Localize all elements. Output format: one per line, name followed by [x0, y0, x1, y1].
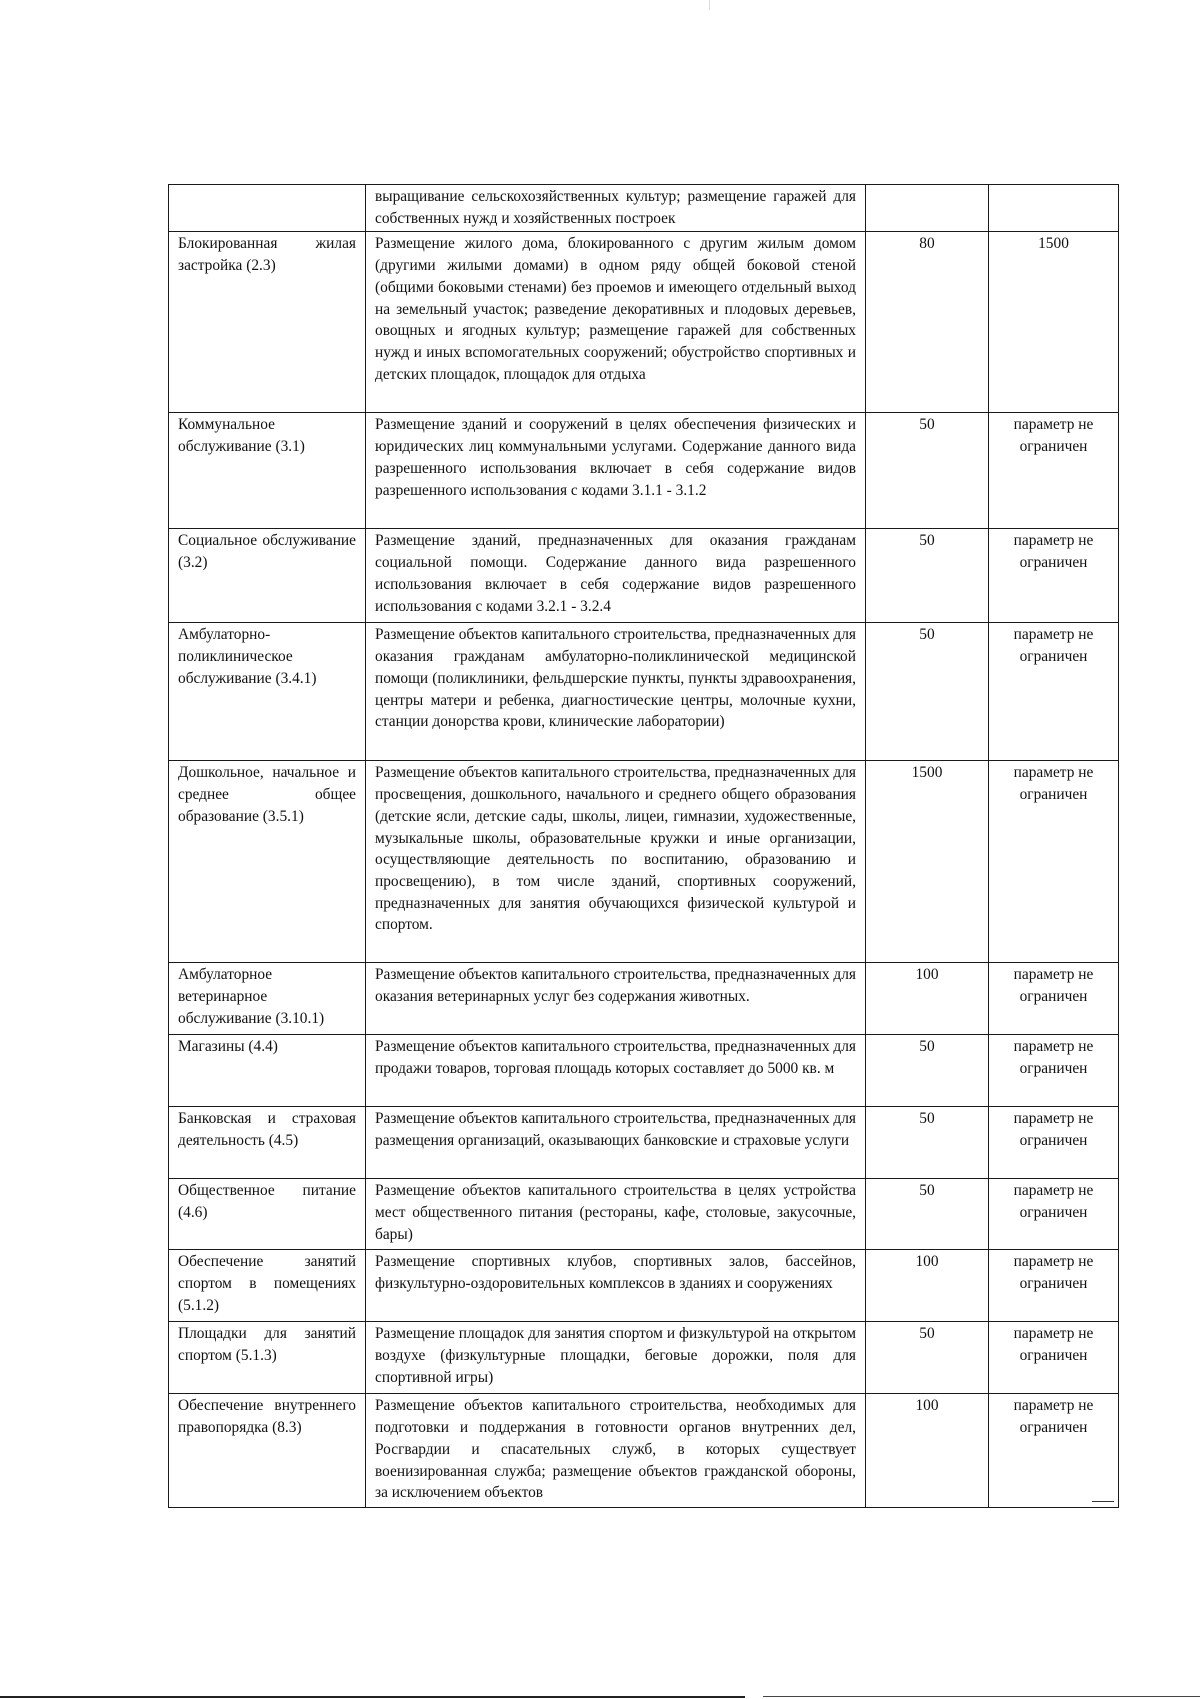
- use-type-cell: Магазины (4.4): [169, 1035, 366, 1107]
- table-row: [169, 1035, 1119, 1107]
- use-type-cell: Обеспечение внутреннего правопорядка (8.3): [169, 1394, 366, 1508]
- use-type-cell: Общественное питание (4.6): [169, 1179, 366, 1250]
- parameter-cell: параметр не ограничен: [989, 1250, 1119, 1322]
- parameter-cell: параметр не ограничен: [989, 413, 1119, 529]
- description-cell: Размещение объектов капитального строительства, предназначенных для продажи товаров, торговая площадь которых составляет до 5000 кв. м: [366, 1035, 866, 1107]
- scan-tick-mark: [709, 0, 710, 10]
- table-row: [169, 1179, 1119, 1250]
- value-cell: 50: [866, 1179, 989, 1250]
- table-row: [169, 529, 1119, 623]
- value-cell: 50: [866, 1107, 989, 1179]
- parameter-cell: параметр не ограничен: [989, 1107, 1119, 1179]
- use-type-cell: Социальное обслуживание (3.2): [169, 529, 366, 623]
- parameter-cell: параметр не ограничен: [989, 623, 1119, 761]
- scan-bottom-edge-right: [763, 1696, 1200, 1697]
- description-cell: выращивание сельскохозяйственных культур; размещение гаражей для собственных нужд и хозяйственных построек: [366, 185, 866, 232]
- parameter-cell: параметр не ограничен: [989, 1179, 1119, 1250]
- parameter-cell: [989, 185, 1119, 232]
- value-cell: 100: [866, 963, 989, 1035]
- description-cell: Размещение объектов капитального строительства, предназначенных для оказания гражданам амбулаторно-поликлинической медицинской помощи (поликлиники, фельдшерские пункты, пункты здравоохранения, центры матери и ребенка, диагностические центры, молочные кухни, станции донорства крови, клинические лаборатории): [366, 623, 866, 761]
- use-type-cell: Обеспечение занятий спортом в помещениях (5.1.2): [169, 1250, 366, 1322]
- parameter-cell: 1500: [989, 232, 1119, 413]
- parameter-cell: параметр не ограничен: [989, 1035, 1119, 1107]
- use-type-cell: Блокированная жилая застройка (2.3): [169, 232, 366, 413]
- description-cell: Размещение зданий и сооружений в целях обеспечения физических и юридических лиц коммунальными услугами. Содержание данного вида разрешенного использования включает в себя содержание видов разрешенного использования с кодами 3.1.1 - 3.1.2: [366, 413, 866, 529]
- description-cell: Размещение объектов капитального строительства в целях устройства мест общественного питания (рестораны, кафе, столовые, закусочные, бары): [366, 1179, 866, 1250]
- description-cell: Размещение жилого дома, блокированного с другим жилым домом (другими жилыми домами) в одном ряду общей боковой стеной (общими боковыми стенами) без проемов и имеющего отдельный выход на земельный участок; разведение декоративных и плодовых деревьев, овощных и ягодных культур; размещение гаражей для собственных нужд и иных вспомогательных сооружений; обустройство спортивных и детских площадок, площадок для отдыха: [366, 232, 866, 413]
- description-cell: Размещение спортивных клубов, спортивных залов, бассейнов, физкультурно-оздоровительных комплексов в зданиях и сооружениях: [366, 1250, 866, 1322]
- value-cell: [866, 185, 989, 232]
- parameter-cell: параметр не ограничен: [989, 1322, 1119, 1394]
- parameter-cell: параметр не ограничен: [989, 529, 1119, 623]
- use-type-cell: Банковская и страховая деятельность (4.5): [169, 1107, 366, 1179]
- description-cell: Размещение объектов капитального строительства, предназначенных для размещения организаций, оказывающих банковские и страховые услуги: [366, 1107, 866, 1179]
- use-type-cell: Площадки для занятий спортом (5.1.3): [169, 1322, 366, 1394]
- table-row: [169, 1107, 1119, 1179]
- scan-bottom-edge: [0, 1696, 745, 1698]
- description-cell: Размещение объектов капитального строительства, предназначенных для просвещения, дошкольного, начального и среднего общего образования (детские ясли, детские сады, школы, лицеи, гимназии, художественные, музыкальные школы, образовательные кружки и иные организации, осуществляющие деятельность по воспитанию, образованию и просвещению), в том числе зданий, спортивных сооружений, предназначенных для занятия обучающихся физической культурой и спортом.: [366, 761, 866, 963]
- value-cell: 50: [866, 1322, 989, 1394]
- use-type-cell: Амбулаторно-поликлиническое обслуживание (3.4.1): [169, 623, 366, 761]
- value-cell: 50: [866, 413, 989, 529]
- description-cell: Размещение площадок для занятия спортом и физкультурой на открытом воздухе (физкультурные площадки, беговые дорожки, поля для спортивной игры): [366, 1322, 866, 1394]
- use-type-cell: [169, 185, 366, 232]
- value-cell: 50: [866, 1035, 989, 1107]
- description-cell: Размещение объектов капитального строительства, необходимых для подготовки и поддержания в готовности органов внутренних дел, Росгвардии и спасательных служб, в которых существует военизированная служба; размещение объектов гражданской обороны, за исключением объектов: [366, 1394, 866, 1508]
- table-row: [169, 413, 1119, 529]
- value-cell: 50: [866, 529, 989, 623]
- use-type-cell: Коммунальное обслуживание (3.1): [169, 413, 366, 529]
- use-type-cell: Дошкольное, начальное и среднее общее образование (3.5.1): [169, 761, 366, 963]
- parameter-cell: параметр не ограничен: [989, 1394, 1119, 1508]
- value-cell: 100: [866, 1250, 989, 1322]
- table-row: [169, 761, 1119, 963]
- value-cell: 50: [866, 623, 989, 761]
- use-type-cell: Амбулаторное ветеринарное обслуживание (3.10.1): [169, 963, 366, 1035]
- parameter-cell: параметр не ограничен: [989, 963, 1119, 1035]
- table-row: [169, 185, 1119, 232]
- table-row: [169, 1250, 1119, 1322]
- table-row: [169, 1394, 1119, 1508]
- description-cell: Размещение зданий, предназначенных для оказания гражданам социальной помощи. Содержание данного вида разрешенного использования включает в себя содержание видов разрешенного использования с кодами 3.2.1 - 3.2.4: [366, 529, 866, 623]
- value-cell: 1500: [866, 761, 989, 963]
- table-row: [169, 232, 1119, 413]
- table-row: [169, 1322, 1119, 1394]
- value-cell: 80: [866, 232, 989, 413]
- land-use-table: [168, 184, 1119, 1508]
- table-row: [169, 963, 1119, 1035]
- scan-margin-mark: [1092, 1501, 1114, 1502]
- table-row: [169, 623, 1119, 761]
- parameter-cell: параметр не ограничен: [989, 761, 1119, 963]
- table-body: [169, 185, 1119, 1508]
- value-cell: 100: [866, 1394, 989, 1508]
- description-cell: Размещение объектов капитального строительства, предназначенных для оказания ветеринарных услуг без содержания животных.: [366, 963, 866, 1035]
